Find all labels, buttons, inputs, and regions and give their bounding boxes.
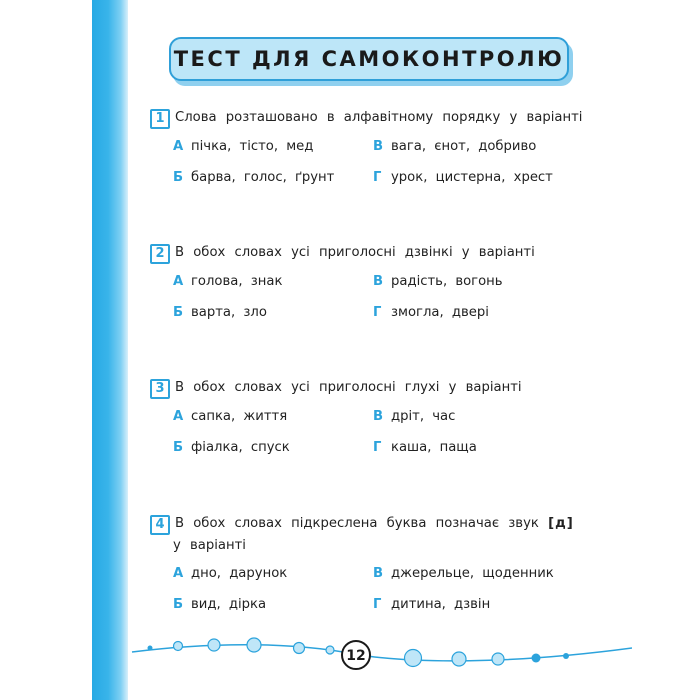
option-letter: В	[373, 409, 384, 424]
task-1	[150, 109, 590, 201]
option-b[interactable]	[173, 305, 267, 320]
task-number-badge: 1	[150, 109, 170, 129]
task-2-options	[173, 274, 590, 336]
task-4-head	[150, 515, 590, 535]
task-2-head	[150, 244, 590, 264]
option-letter: А	[173, 566, 184, 581]
task-question: В обох словах усі приголосні дзвінкі у варіанті	[175, 245, 535, 260]
option-v[interactable]	[373, 566, 554, 581]
option-text: сапка, життя	[191, 409, 288, 424]
option-letter: Б	[173, 440, 184, 455]
workbook-page	[92, 0, 632, 700]
title-banner	[169, 37, 569, 81]
task-question-line2: у варіанті	[173, 538, 246, 553]
footer-wave-line	[132, 645, 632, 661]
option-letter: А	[173, 139, 184, 154]
task-number-badge: 3	[150, 379, 170, 399]
option-v[interactable]	[373, 274, 503, 289]
option-text: фіалка, спуск	[191, 440, 290, 455]
option-text: барва, голос, ґрунт	[191, 170, 335, 185]
page-title: ТЕСТ ДЛЯ САМОКОНТРОЛЮ	[173, 47, 565, 71]
sound-notation: [д]	[548, 516, 574, 531]
option-letter: Б	[173, 170, 184, 185]
footer-bead	[174, 642, 183, 651]
footer-bead	[326, 646, 334, 654]
option-text: пічка, тісто, мед	[191, 139, 314, 154]
option-letter: Г	[373, 305, 382, 320]
footer-bead	[492, 653, 504, 665]
task-4	[150, 515, 590, 628]
option-letter: Г	[373, 170, 382, 185]
option-a[interactable]	[173, 139, 313, 154]
option-text: радість, вогонь	[391, 274, 503, 289]
option-letter: В	[373, 139, 384, 154]
footer-bead	[208, 639, 220, 651]
task-number-badge: 2	[150, 244, 170, 264]
option-b[interactable]	[173, 597, 266, 612]
footer-bead	[563, 653, 569, 659]
option-text: джерельце, щоденник	[391, 566, 554, 581]
option-v[interactable]	[373, 139, 536, 154]
task-1-options	[173, 139, 590, 201]
option-a[interactable]	[173, 409, 287, 424]
footer-bead	[247, 638, 261, 652]
option-text: вага, єнот, добриво	[391, 139, 537, 154]
option-b[interactable]	[173, 440, 290, 455]
option-v[interactable]	[373, 409, 455, 424]
option-text: дитина, дзвін	[391, 597, 491, 612]
task-question: Слова розташовано в алфавітному порядку у варіанті	[175, 110, 583, 125]
option-letter: Г	[373, 440, 382, 455]
footer-decoration	[92, 620, 632, 700]
option-text: каша, паща	[391, 440, 477, 455]
option-letter: А	[173, 409, 184, 424]
footer-bead	[405, 650, 422, 667]
option-g[interactable]	[373, 170, 553, 185]
task-3	[150, 379, 590, 471]
task-2	[150, 244, 590, 336]
option-letter: В	[373, 566, 384, 581]
option-text: вид, дірка	[191, 597, 267, 612]
option-g[interactable]	[373, 440, 477, 455]
left-decorative-strip	[92, 0, 128, 700]
task-1-head	[150, 109, 590, 129]
option-text: голова, знак	[191, 274, 283, 289]
footer-bead	[452, 652, 466, 666]
option-letter: Г	[373, 597, 382, 612]
option-letter: В	[373, 274, 384, 289]
option-a[interactable]	[173, 566, 287, 581]
option-g[interactable]	[373, 305, 489, 320]
task-question	[175, 513, 574, 535]
task-4-options	[173, 566, 590, 628]
task-3-options	[173, 409, 590, 471]
option-text: варта, зло	[191, 305, 267, 320]
option-text: змогла, двері	[391, 305, 489, 320]
option-letter: Б	[173, 305, 184, 320]
option-g[interactable]	[373, 597, 490, 612]
task-3-head	[150, 379, 590, 399]
task-question: В обох словах усі приголосні глухі у варіанті	[175, 380, 522, 395]
option-letter: Б	[173, 597, 184, 612]
option-text: дно, дарунок	[191, 566, 288, 581]
option-a[interactable]	[173, 274, 282, 289]
page-number: 12	[346, 648, 366, 664]
footer-bead	[532, 654, 541, 663]
option-text: дріт, час	[391, 409, 456, 424]
task-question-main: В обох словах підкреслена буква позначає звук	[175, 516, 539, 531]
footer-bead	[294, 643, 305, 654]
option-text: урок, цистерна, хрест	[391, 170, 553, 185]
task-number-badge: 4	[150, 515, 170, 535]
option-letter: А	[173, 274, 184, 289]
option-b[interactable]	[173, 170, 334, 185]
footer-bead	[148, 646, 153, 651]
